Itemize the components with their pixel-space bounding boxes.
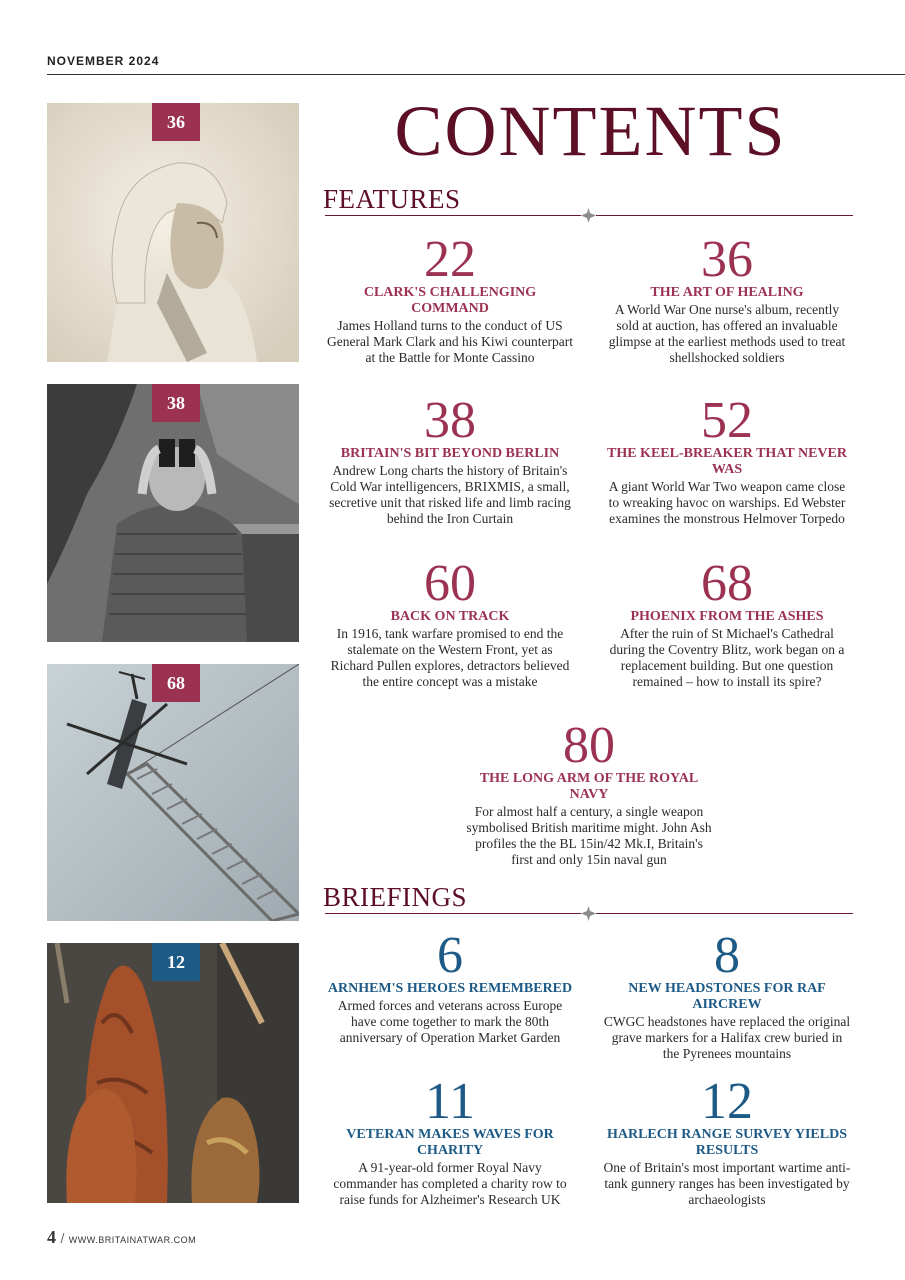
briefing-title: VETERAN MAKES WAVES FOR CHARITY (346, 1127, 554, 1158)
briefings-heading: BRIEFINGS (323, 882, 468, 912)
feature-page-number: 80 (563, 717, 615, 774)
feature-entry[interactable] (325, 392, 575, 527)
cross-icon (581, 208, 596, 223)
feature-description: A giant World War Two weapon came close to wreaking havoc on warships. Ed Webster examines the monstrous Helmover Torpedo (608, 479, 846, 526)
photo-page-badge: 12 (152, 943, 200, 981)
feature-entry[interactable] (602, 231, 852, 366)
photo-page-badge: 68 (152, 664, 200, 702)
feature-page-number: 38 (424, 392, 476, 449)
feature-description: For almost half a century, a single weapon symbolised British maritime might. John Ash profiles the the BL 15in/42 Mk.I, Britain's first and only 15in naval gun (466, 804, 712, 867)
briefing-entry[interactable] (602, 927, 852, 1062)
feature-title: CLARK'S CHALLENGING COMMAND (363, 285, 537, 316)
photo-page-badge: 36 (152, 103, 200, 141)
issue-date: NOVEMBER 2024 (47, 54, 160, 68)
feature-entry[interactable] (325, 231, 575, 366)
feature-title: BRITAIN'S BIT BEYOND BERLIN (340, 446, 560, 461)
feature-description: James Holland turns to the conduct of US General Mark Clark and his Kiwi counterpart at the Battle for Monte Cassino (327, 318, 573, 365)
helicopter-photo-image (47, 664, 299, 921)
feature-title: BACK ON TRACK (390, 609, 510, 624)
nurse-photo-image (47, 103, 299, 362)
photo-helicopter (47, 664, 299, 921)
briefing-entry[interactable] (325, 927, 575, 1046)
feature-page-number: 22 (424, 231, 476, 288)
briefing-title: HARLECH RANGE SURVEY YIELDS RESULTS (606, 1127, 847, 1158)
briefing-page-number: 6 (437, 927, 463, 984)
feature-title: PHOENIX FROM THE ASHES (630, 609, 824, 624)
features-heading: FEATURES (323, 184, 461, 214)
footer (47, 1227, 196, 1248)
photo-binoculars (47, 384, 299, 642)
footer-website-link[interactable]: WWW.BRITAINATWAR.COM (68, 1235, 197, 1245)
photo-shells (47, 943, 299, 1203)
feature-title: THE LONG ARM OF THE ROYAL NAVY (479, 771, 699, 802)
feature-page-number: 52 (701, 392, 753, 449)
footer-page-number: 4 (47, 1227, 56, 1247)
feature-description: A World War One nurse's album, recently sold at auction, has offered an invaluable glimpse at the earliest methods used to treat shellshocked soldiers (608, 302, 846, 365)
briefing-description: Armed forces and veterans across Europe have come together to mark the 80th anniversary of Operation Market Garden (337, 998, 563, 1045)
shells-photo-image (47, 943, 299, 1203)
feature-entry[interactable] (464, 717, 714, 868)
briefing-description: One of Britain's most important wartime anti-tank gunnery ranges has been investigated by archaeologists (603, 1160, 851, 1207)
binoculars-photo-image (47, 384, 299, 642)
briefing-page-number: 11 (424, 1073, 476, 1130)
feature-page-number: 60 (424, 555, 476, 612)
feature-page-number: 36 (701, 231, 753, 288)
feature-entry[interactable] (602, 555, 852, 690)
footer-separator: / (60, 1230, 65, 1246)
briefing-description: CWGC headstones have replaced the original grave markers for a Halifax crew buried in the Pyrenees mountains (603, 1014, 851, 1061)
feature-description: Andrew Long charts the history of Britain's Cold War intelligencers, BRIXMIS, a small, secretive unit that risked life and limb racing behind the Iron Curtain (329, 463, 571, 526)
feature-title: THE ART OF HEALING (650, 285, 804, 300)
briefing-description: A 91-year-old former Royal Navy commander has completed a charity row to raise funds for Alzheimer's Research UK (333, 1160, 567, 1207)
briefing-entry[interactable] (325, 1073, 575, 1208)
feature-title: THE KEEL-BREAKER THAT NEVER WAS (606, 446, 847, 477)
feature-page-number: 68 (701, 555, 753, 612)
feature-entry[interactable] (602, 392, 852, 527)
feature-description: After the ruin of St Michael's Cathedral during the Coventry Blitz, work began on a replacement building. But one question remained – how to install its spire? (609, 626, 845, 689)
briefing-title: ARNHEM'S HEROES REMEMBERED (327, 981, 573, 996)
feature-description: In 1916, tank warfare promised to end the stalemate on the Western Front, yet as Richard Pullen explores, detractors believed the entire concept was a mistake (330, 626, 570, 689)
briefing-page-number: 8 (714, 927, 740, 984)
page-title: CONTENTS (394, 91, 787, 171)
feature-entry[interactable] (325, 555, 575, 690)
cross-icon (581, 906, 596, 921)
briefing-entry[interactable] (602, 1073, 852, 1208)
header-rule (47, 74, 905, 75)
photo-page-badge: 38 (152, 384, 200, 422)
photo-nurse (47, 103, 299, 362)
briefing-page-number: 12 (701, 1073, 753, 1130)
briefing-title: NEW HEADSTONES FOR RAF AIRCREW (628, 981, 826, 1012)
